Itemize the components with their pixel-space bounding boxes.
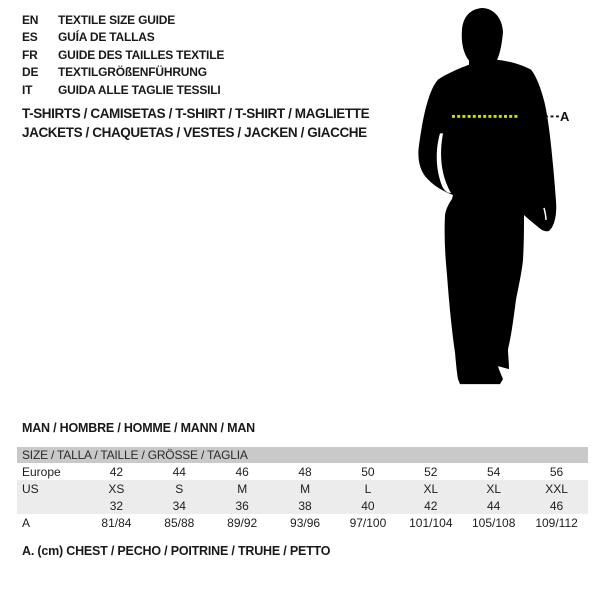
language-row-en — [22, 11, 224, 29]
language-title: GUIDA ALLE TAGLIE TESSILI — [58, 82, 221, 97]
table-cell: 36 — [235, 498, 249, 513]
table-cell: 44 — [172, 464, 186, 479]
table-cell: 42 — [109, 464, 124, 479]
man-silhouette-icon — [408, 4, 583, 402]
table-cell: 32 — [109, 498, 124, 513]
language-row-es — [22, 29, 224, 47]
table-row-europe — [17, 463, 588, 480]
language-title-list — [22, 11, 224, 99]
row-label: A — [22, 515, 31, 530]
table-cell: 38 — [298, 498, 312, 513]
language-code: DE — [22, 65, 39, 80]
measurement-label-a: A — [560, 109, 570, 124]
table-cell: 56 — [549, 464, 564, 479]
table-cell: L — [364, 481, 372, 496]
table-cell: 81/84 — [101, 515, 132, 530]
garment-categories — [22, 104, 369, 142]
row-label: US — [22, 481, 39, 496]
language-code: ES — [22, 30, 38, 45]
table-cell: S — [175, 481, 184, 496]
table-cell: 40 — [361, 498, 375, 513]
table-cell: 46 — [235, 464, 249, 479]
language-title: GUÍA DE TALLAS — [58, 30, 155, 45]
table-cell: 101/104 — [409, 515, 453, 530]
category-line-tshirts: T-SHIRTS / CAMISETAS / T-SHIRT / T-SHIRT / MAGLIETTE — [22, 106, 370, 121]
language-code: FR — [22, 47, 38, 62]
table-cell: M — [237, 481, 248, 496]
table-cell: 42 — [424, 498, 438, 513]
category-line-jackets: JACKETS / CHAQUETAS / VESTES / JACKEN / GIACCHE — [22, 125, 367, 140]
language-row-de — [22, 64, 224, 82]
table-cell: 48 — [298, 464, 312, 479]
table-cell: 85/88 — [164, 515, 195, 530]
table-cell: 89/92 — [227, 515, 258, 530]
measurement-footnote: A. (cm) CHEST / PECHO / POITRINE / TRUHE / PETTO — [22, 544, 331, 558]
table-row-chest-cm — [17, 514, 588, 531]
language-code: EN — [22, 12, 39, 27]
table-cell: 54 — [487, 464, 501, 479]
table-cell: 109/112 — [535, 515, 578, 530]
table-cell: 34 — [172, 498, 186, 513]
table-cell: 44 — [487, 498, 501, 513]
table-cell: 97/100 — [349, 515, 387, 530]
table-cell: 105/108 — [471, 515, 516, 530]
table-cell: XL — [486, 481, 502, 496]
size-table-header: SIZE / TALLA / TAILLE / GRÖSSE / TAGLIA — [17, 447, 588, 463]
language-row-fr — [22, 46, 224, 64]
language-title: GUIDE DES TAILLES TEXTILE — [58, 47, 225, 62]
row-label: Europe — [22, 464, 61, 479]
man-silhouette-figure — [408, 4, 583, 402]
language-title: TEXTILGRÖßENFÜHRUNG — [58, 65, 207, 80]
language-row-it — [22, 81, 224, 99]
table-row-numeric — [17, 497, 588, 514]
table-cell: 52 — [424, 464, 438, 479]
table-row-us — [17, 480, 588, 497]
table-cell: M — [300, 481, 311, 496]
language-code: IT — [22, 82, 33, 97]
table-cell: XXL — [545, 481, 568, 496]
table-cell: 50 — [361, 464, 375, 479]
table-cell: XL — [423, 481, 439, 496]
table-cell: 46 — [549, 498, 564, 513]
section-heading-man: MAN / HOMBRE / HOMME / MANN / MAN — [22, 421, 255, 435]
size-table — [17, 447, 588, 531]
table-cell: XS — [108, 481, 125, 496]
language-title: TEXTILE SIZE GUIDE — [58, 12, 176, 27]
table-cell: 93/96 — [290, 515, 321, 530]
